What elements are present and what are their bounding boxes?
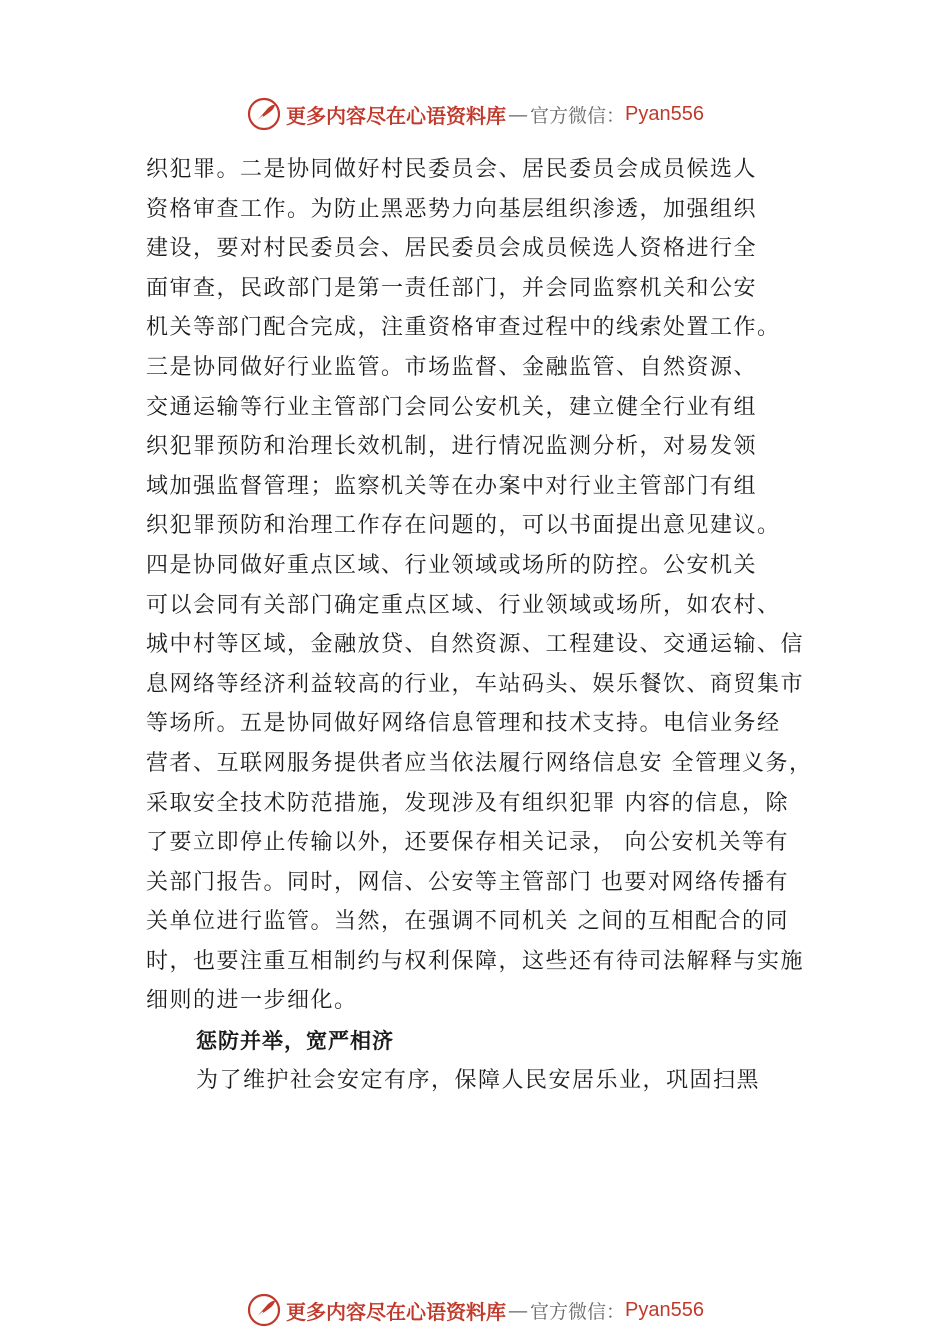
text-line: 等场所。五是协同做好网络信息管理和技术支持。电信业务经 bbox=[146, 711, 781, 737]
wechat-id: Pyan556 bbox=[625, 1298, 704, 1321]
text-line: 建设，要对村民委员会、居民委员会成员候选人资格进行全 bbox=[146, 236, 758, 262]
section-heading: 惩防并举，宽严相济 bbox=[196, 1029, 394, 1054]
header-banner bbox=[0, 94, 950, 134]
document-body bbox=[146, 150, 856, 1101]
text-line: 织犯罪预防和治理长效机制，进行情况监测分析，对易发领 bbox=[146, 434, 758, 460]
text-line: 可以会同有关部门确定重点区域、行业领域或场所，如农村、 bbox=[146, 592, 781, 618]
wechat-id: Pyan556 bbox=[625, 102, 704, 125]
separator-dash: — bbox=[508, 102, 528, 126]
text-line: 关部门报告。同时，网信、公安等主管部门 也要对网络传播有 bbox=[146, 869, 789, 895]
text-line: 为了维护社会安定有序，保障人民安居乐业，巩固扫黑 bbox=[196, 1068, 761, 1094]
text-line: 织犯罪。二是协同做好村民委员会、居民委员会成员候选人 bbox=[146, 157, 758, 182]
text-line: 织犯罪预防和治理工作存在问题的，可以书面提出意见建议。 bbox=[146, 513, 781, 539]
text-line: 时，也要注重互相制约与权利保障，这些还有待司法解释与实施 bbox=[146, 948, 805, 974]
text-line: 三是协同做好行业监管。市场监督、金融监管、自然资源、 bbox=[146, 354, 758, 380]
wechat-label: 官方微信： bbox=[530, 1300, 626, 1323]
text-line: 资格审查工作。为防止黑恶势力向基层组织渗透，加强组织 bbox=[146, 196, 758, 222]
text-line: 面审查，民政部门是第一责任部门，并会同监察机关和公安 bbox=[146, 275, 758, 301]
feather-pen-logo-icon bbox=[246, 96, 282, 132]
text-line: 关单位进行监管。当然，在强调不同机关 之间的互相配合的同 bbox=[146, 909, 789, 935]
footer-banner bbox=[0, 1290, 950, 1330]
text-line: 采取安全技术防范措施，发现涉及有组织犯罪 内容的信息，除 bbox=[146, 790, 789, 816]
text-line: 四是协同做好重点区域、行业领域或场所的防控。公安机关 bbox=[146, 552, 758, 578]
wechat-label: 官方微信： bbox=[530, 104, 626, 127]
paragraph-1 bbox=[146, 150, 856, 1021]
text-line: 机关等部门配合完成，注重资格审查过程中的线索处置工作。 bbox=[146, 315, 781, 341]
text-line: 城中村等区域，金融放贷、自然资源、工程建设、交通运输、信 bbox=[146, 632, 805, 658]
brand-text: 更多内容尽在心语资料库 bbox=[286, 1299, 506, 1324]
text-line: 息网络等经济利益较高的行业，车站码头、娱乐餐饮、商贸集市 bbox=[146, 671, 805, 697]
paragraph-2 bbox=[146, 1061, 856, 1101]
brand-text: 更多内容尽在心语资料库 bbox=[286, 103, 506, 128]
separator-dash: — bbox=[508, 1298, 528, 1322]
text-line: 细则的进一步细化。 bbox=[146, 988, 358, 1014]
text-line: 营者、互联网服务提供者应当依法履行网络信息安 全管理义务， bbox=[146, 750, 813, 776]
text-line: 了要立即停止传输以外，还要保存相关记录， 向公安机关等有 bbox=[146, 830, 789, 856]
text-line: 域加强监督管理；监察机关等在办案中对行业主管部门有组 bbox=[146, 473, 758, 499]
text-line: 交通运输等行业主管部门会同公安机关，建立健全行业有组 bbox=[146, 394, 758, 420]
feather-pen-logo-icon bbox=[246, 1292, 282, 1328]
